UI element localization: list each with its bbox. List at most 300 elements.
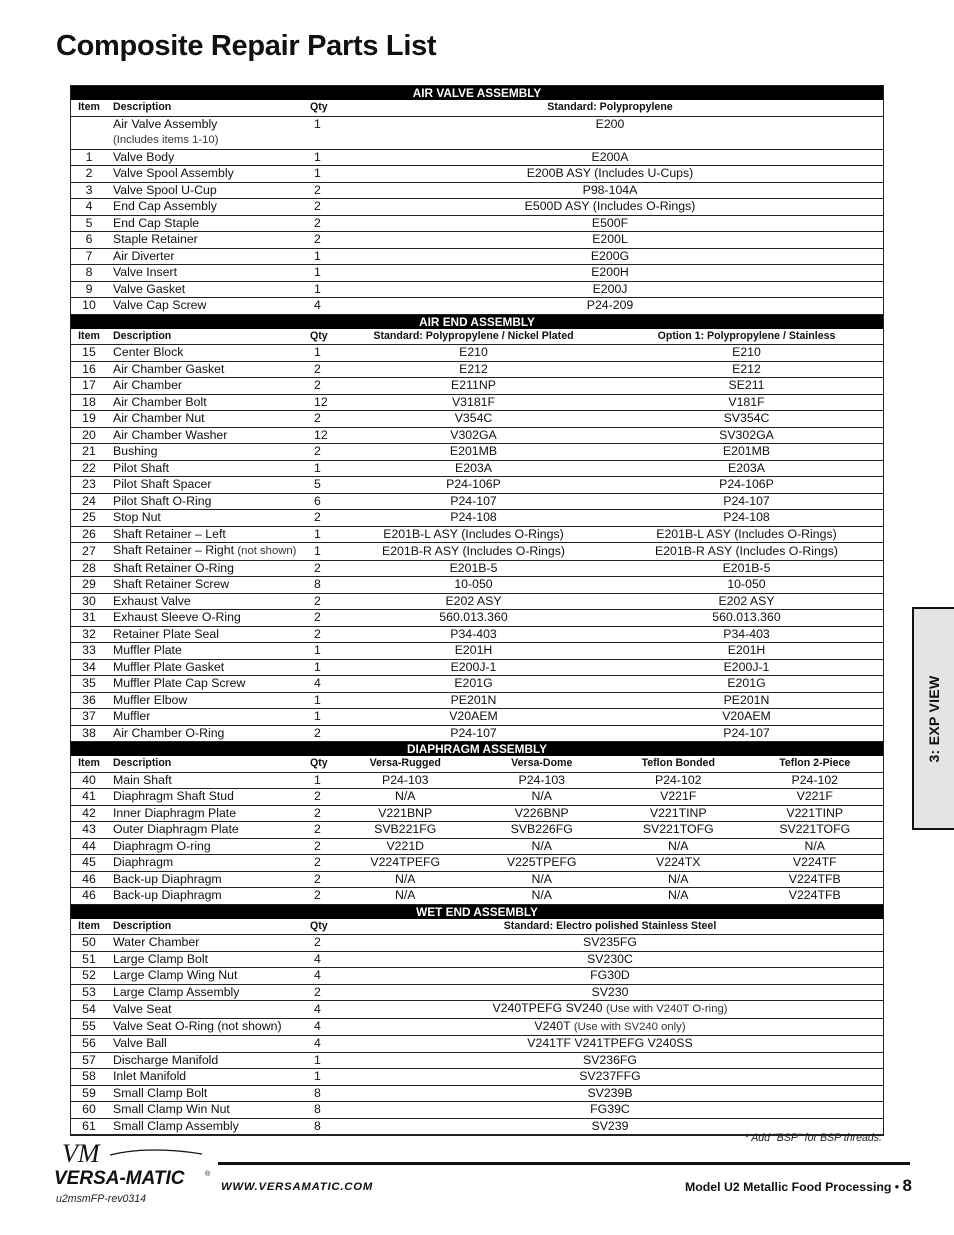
part-number: [337, 676, 610, 693]
part-number: [610, 871, 747, 888]
part-description: [107, 1085, 309, 1102]
part-number-text: E200J: [592, 281, 628, 296]
part-description: [107, 871, 309, 888]
part-number-text: E200J-1: [450, 659, 497, 674]
part-number-text: SVB221FG: [374, 822, 437, 836]
part-number: [610, 543, 883, 561]
item-number: 61: [71, 1118, 107, 1135]
section-tab-label: 3: EXP VIEW: [926, 674, 942, 763]
part-number-text: V241TF V241TPEFG V240SS: [527, 1036, 693, 1050]
part-number: [610, 610, 883, 627]
description-text: Valve Ball: [113, 1036, 167, 1050]
part-number-text: E203A: [455, 460, 492, 475]
part-number: [610, 659, 883, 676]
item-number: 2: [71, 166, 107, 183]
part-number-text: P24-106P: [719, 477, 774, 491]
quantity: 2: [309, 378, 337, 395]
quantity: 1: [309, 526, 337, 543]
item-number: 43: [71, 822, 107, 839]
part-number: [337, 378, 610, 395]
item-number: 52: [71, 968, 107, 985]
description-text: Staple Retainer: [113, 232, 198, 246]
part-number: [337, 427, 610, 444]
part-description: [107, 1102, 309, 1119]
description-text: Water Chamber: [113, 935, 200, 949]
part-number: [610, 510, 883, 527]
column-header: Description: [107, 329, 309, 345]
quantity: 4: [309, 676, 337, 693]
table-row: [71, 838, 883, 855]
part-number: [337, 659, 610, 676]
part-description: [107, 643, 309, 660]
table-row: [71, 643, 883, 660]
part-number: [337, 248, 883, 265]
part-number: [747, 871, 884, 888]
item-number: 44: [71, 838, 107, 855]
description-text: Small Clamp Assembly: [113, 1118, 239, 1133]
quantity: 8: [309, 1118, 337, 1135]
quantity: 6: [309, 493, 337, 510]
part-number-text: V354C: [454, 411, 493, 425]
quantity: 8: [309, 577, 337, 594]
part-number-text: E201G: [727, 676, 766, 690]
part-number: [337, 543, 610, 561]
section-tab-exp-view[interactable]: [912, 607, 954, 830]
part-number: [337, 281, 883, 298]
part-number: [337, 789, 474, 806]
part-number: [747, 855, 884, 872]
description-text: Air Chamber O-Ring: [113, 725, 225, 740]
part-number-text: E203A: [728, 460, 765, 475]
part-number-text: V302GA: [450, 427, 497, 442]
part-description: [107, 1018, 309, 1036]
quantity: 8: [309, 1085, 337, 1102]
description-text: Muffler: [113, 709, 151, 723]
description-text: Exhaust Sleeve O-Ring: [113, 610, 241, 624]
part-description: [107, 361, 309, 378]
part-number-text: P34-403: [723, 626, 770, 641]
part-description: [107, 510, 309, 527]
empty-cell: [337, 132, 883, 149]
part-number-text: V224TF: [792, 855, 837, 869]
table-row: [71, 215, 883, 232]
table-row: [71, 477, 883, 494]
part-number-text: E201B-5: [722, 560, 771, 575]
table-row: [71, 149, 883, 166]
item-number: 37: [71, 709, 107, 726]
table-row: [71, 1069, 883, 1086]
part-number-text: P24-107: [723, 725, 770, 740]
column-header-row: [71, 756, 883, 772]
table-row: [71, 676, 883, 693]
description-text: Discharge Manifold: [113, 1052, 219, 1067]
part-description: [107, 232, 309, 249]
part-description: [107, 805, 309, 822]
item-number: 10: [71, 298, 107, 315]
part-number: [337, 855, 474, 872]
column-header: Item: [71, 919, 107, 935]
table-row: [71, 577, 883, 594]
table-row: [71, 281, 883, 298]
part-number: [337, 871, 474, 888]
item-number: 58: [71, 1069, 107, 1086]
table-row: [71, 166, 883, 183]
part-description: [107, 345, 309, 362]
part-number-text: E212: [732, 361, 761, 376]
description-text: Pilot Shaft: [113, 460, 170, 475]
part-number-text: FG30D: [590, 968, 630, 982]
description-text: Diaphragm O-ring: [113, 838, 211, 853]
page-number: 8: [902, 1176, 912, 1195]
item-number: 55: [71, 1018, 107, 1036]
part-number-text: P24-108: [723, 510, 770, 524]
part-number-text: V221F: [796, 789, 833, 803]
item-number: 23: [71, 477, 107, 494]
part-number-text: V224TPEFG: [370, 855, 441, 869]
item-number: 16: [71, 361, 107, 378]
part-number-text: P24-103: [518, 772, 565, 787]
description-text: Shaft Retainer – Left: [113, 526, 226, 541]
part-number: [337, 935, 883, 952]
table-row: [71, 182, 883, 199]
part-number-text: N/A: [395, 871, 416, 886]
part-number-text: E200A: [591, 149, 629, 164]
description-text: Outer Diaphragm Plate: [113, 822, 239, 836]
item-number: 5: [71, 215, 107, 232]
part-number-text: V221TINP: [786, 805, 844, 820]
part-number: [610, 772, 747, 789]
item-number: 54: [71, 1001, 107, 1019]
part-number-text: V181F: [728, 394, 765, 409]
column-header: Description: [107, 100, 309, 116]
part-number-text: SVB226FG: [510, 822, 573, 836]
part-number-text: V221TINP: [649, 805, 707, 820]
model-footer: [685, 1176, 912, 1196]
column-header: Teflon Bonded: [610, 756, 747, 772]
part-description: [107, 477, 309, 494]
table-row: [71, 1036, 883, 1053]
table-row: [71, 460, 883, 477]
part-number-text: P24-108: [450, 510, 497, 524]
part-number: [747, 888, 884, 905]
part-description: [107, 281, 309, 298]
part-number-text: N/A: [668, 871, 689, 886]
part-number-text: E201B-L ASY (Includes O-Rings): [383, 526, 564, 541]
column-header: Item: [71, 329, 107, 345]
part-number: [337, 968, 883, 985]
part-number-text: E201G: [454, 676, 493, 690]
table-row: [71, 871, 883, 888]
part-number-text: P24-103: [382, 772, 429, 787]
description-text: Bushing: [113, 444, 158, 458]
part-number: [610, 444, 883, 461]
quantity: 8: [309, 1102, 337, 1119]
part-description: [107, 676, 309, 693]
part-number-text: E201H: [727, 643, 766, 657]
table-row: [71, 444, 883, 461]
description-text: Shaft Retainer Screw: [113, 577, 230, 591]
part-number: [337, 577, 610, 594]
quantity: 1: [309, 149, 337, 166]
part-number-text: SV235FG: [583, 935, 637, 949]
description-text: Large Clamp Bolt: [113, 951, 209, 966]
includes-note: (Includes items 1-10): [113, 134, 219, 146]
part-description: [107, 378, 309, 395]
part-description: [107, 855, 309, 872]
description-text: Inlet Manifold: [113, 1069, 187, 1083]
part-number-text: P24-107: [450, 493, 497, 508]
description-text: Small Clamp Win Nut: [113, 1102, 230, 1116]
part-number-text: P24-102: [791, 772, 838, 787]
part-number: [610, 676, 883, 693]
part-number: [337, 298, 883, 315]
description-text: Air Chamber Bolt: [113, 394, 207, 409]
part-number: [610, 838, 747, 855]
part-description: [107, 772, 309, 789]
description-text: Valve Spool U-Cup: [113, 182, 217, 197]
part-number: [337, 199, 883, 216]
logo-wordmark: VERSA-MATIC: [54, 1168, 185, 1189]
item-number: 46: [71, 871, 107, 888]
part-number: [610, 725, 883, 742]
quantity: 1: [309, 1069, 337, 1086]
part-number: [337, 265, 883, 282]
part-number-text: V20AEM: [722, 709, 771, 723]
part-description: [107, 951, 309, 968]
table-row: [71, 822, 883, 839]
table-row: [71, 725, 883, 742]
part-number-text: V226BNP: [514, 805, 569, 820]
part-number-text: N/A: [395, 789, 416, 803]
item-number: 29: [71, 577, 107, 594]
description-text: Muffler Plate Gasket: [113, 659, 225, 674]
description-text: Exhaust Valve: [113, 593, 191, 608]
part-number-text: 10-050: [727, 577, 766, 591]
column-header: Description: [107, 919, 309, 935]
table-row: [71, 411, 883, 428]
part-number: [610, 822, 747, 839]
quantity: 2: [309, 838, 337, 855]
part-number-text: E210: [732, 345, 761, 359]
parts-table: [71, 86, 883, 1135]
description-note: (not shown): [237, 545, 297, 557]
part-description: [107, 1001, 309, 1019]
table-row: [71, 659, 883, 676]
part-number-text: E201MB: [722, 444, 771, 458]
part-number-text: N/A: [668, 888, 689, 902]
part-number: [474, 855, 611, 872]
description-text: Valve Seat: [113, 1001, 172, 1016]
part-number-text: V224TFB: [788, 888, 841, 902]
part-description: [107, 822, 309, 839]
quantity: 2: [309, 199, 337, 216]
item-number: 7: [71, 248, 107, 265]
part-number: [337, 411, 610, 428]
item-number: 22: [71, 460, 107, 477]
item-number: 31: [71, 610, 107, 627]
part-number-text: E500D ASY (Includes O-Rings): [524, 199, 696, 213]
website-link[interactable]: WWW.VERSAMATIC.COM: [221, 1181, 374, 1193]
section-title: DIAPHRAGM ASSEMBLY: [71, 742, 883, 757]
part-number: [747, 822, 884, 839]
item-number: 18: [71, 394, 107, 411]
part-number-text: E201MB: [449, 444, 498, 458]
item-number: 56: [71, 1036, 107, 1053]
part-number: [747, 789, 884, 806]
description-text: Air Chamber: [113, 378, 183, 392]
quantity: 2: [309, 871, 337, 888]
page-title: Composite Repair Parts List: [56, 30, 437, 62]
quantity: 2: [309, 789, 337, 806]
quantity: 1: [309, 265, 337, 282]
description-text: Inner Diaphragm Plate: [113, 805, 237, 820]
table-row: [71, 116, 883, 132]
part-number-text: P24-209: [586, 298, 634, 312]
part-number-note: (Use with SV240 only): [573, 1020, 686, 1033]
part-number: [337, 444, 610, 461]
part-number: [337, 345, 610, 362]
column-header: Teflon 2-Piece: [747, 756, 884, 772]
part-number-text: P24-107: [450, 725, 497, 740]
part-number-note: (Use with V240T O-ring): [605, 1003, 728, 1015]
part-number: [337, 182, 883, 199]
quantity: 2: [309, 935, 337, 952]
section-header: [71, 86, 883, 100]
part-number: [610, 709, 883, 726]
description-text: Muffler Plate: [113, 643, 182, 657]
table-row: [71, 935, 883, 952]
quantity: 1: [309, 248, 337, 265]
description-text: Diaphragm Shaft Stud: [113, 789, 234, 803]
revision-code: u2msmFP-rev0314: [56, 1193, 147, 1205]
part-description: [107, 1118, 309, 1135]
item-number: 26: [71, 526, 107, 543]
part-number: [337, 643, 610, 660]
quantity: 1: [309, 345, 337, 362]
part-number: [747, 772, 884, 789]
part-description: [107, 182, 309, 199]
quantity: 1: [309, 772, 337, 789]
quantity: 2: [309, 444, 337, 461]
bsp-footnote: * Add "BSP" for BSP threads.: [744, 1132, 882, 1144]
logo-mark: VM: [62, 1140, 100, 1168]
part-description: [107, 577, 309, 594]
table-row: [71, 427, 883, 444]
part-number: [337, 215, 883, 232]
part-number: [474, 805, 611, 822]
section-title: WET END ASSEMBLY: [71, 904, 883, 919]
description-text: Valve Insert: [113, 265, 178, 279]
part-number: [610, 460, 883, 477]
part-number: [337, 560, 610, 577]
column-header: Standard: Polypropylene / Nickel Plated: [337, 329, 610, 345]
part-number-text: SV230: [591, 984, 629, 999]
table-row: [71, 1085, 883, 1102]
part-number-text: E201H: [454, 643, 493, 657]
part-description: [107, 888, 309, 905]
part-number: [337, 510, 610, 527]
quantity: 12: [309, 394, 337, 411]
description-text: Stop Nut: [113, 510, 161, 524]
quantity: 2: [309, 984, 337, 1001]
part-number: [337, 116, 883, 132]
part-description: [107, 968, 309, 985]
part-number-text: SV230C: [587, 951, 633, 966]
description-text: Air Diverter: [113, 248, 175, 263]
part-number: [474, 871, 611, 888]
part-number-text: E210: [459, 345, 488, 359]
part-number: [610, 643, 883, 660]
part-number-text: V3181F: [451, 394, 496, 409]
part-number: [337, 493, 610, 510]
description-text: Large Clamp Wing Nut: [113, 968, 238, 982]
table-subrow: [71, 132, 883, 149]
part-number-text: P24-106P: [446, 477, 501, 491]
column-header-row: [71, 919, 883, 935]
description-text: End Cap Assembly: [113, 199, 217, 213]
part-description: [107, 838, 309, 855]
description-text: Back-up Diaphragm: [113, 888, 222, 902]
column-header: Item: [71, 100, 107, 116]
description-text: Pilot Shaft O-Ring: [113, 493, 212, 508]
model-label: Model U2 Metallic Food Processing •: [685, 1180, 900, 1194]
item-number: 36: [71, 692, 107, 709]
quantity: 1: [309, 543, 337, 561]
quantity: 2: [309, 510, 337, 527]
item-number: 50: [71, 935, 107, 952]
column-header: Versa-Rugged: [337, 756, 474, 772]
quantity: 4: [309, 1018, 337, 1036]
item-number: 4: [71, 199, 107, 216]
part-description: [107, 1052, 309, 1069]
part-number-text: N/A: [531, 871, 552, 886]
item-number: 42: [71, 805, 107, 822]
part-description: [107, 460, 309, 477]
description-text: Shaft Retainer – Right: [113, 543, 234, 557]
description-text: Air Chamber Gasket: [113, 361, 225, 376]
part-number-text: SV302GA: [719, 427, 774, 442]
quantity: 4: [309, 951, 337, 968]
part-number: [610, 593, 883, 610]
part-number-text: V224TX: [656, 855, 701, 869]
part-description: [107, 265, 309, 282]
table-row: [71, 199, 883, 216]
part-description: [107, 526, 309, 543]
part-number: [337, 626, 610, 643]
part-number-text: V240T: [534, 1018, 571, 1033]
part-number-text: SV237FFG: [579, 1069, 641, 1083]
part-number: [337, 460, 610, 477]
table-row: [71, 772, 883, 789]
quantity: 2: [309, 805, 337, 822]
column-header: Qty: [309, 100, 337, 116]
column-header: Description: [107, 756, 309, 772]
part-number-text: SV221TOFG: [642, 822, 714, 836]
part-number: [337, 526, 610, 543]
part-number-text: N/A: [531, 888, 552, 902]
section-header: [71, 904, 883, 919]
part-number: [474, 838, 611, 855]
description-text: Retainer Plate Seal: [113, 626, 219, 641]
part-number: [337, 1069, 883, 1086]
item-number: 27: [71, 543, 107, 561]
description-text: Large Clamp Assembly: [113, 984, 240, 999]
description-text: Back-up Diaphragm: [113, 871, 222, 886]
quantity: 2: [309, 411, 337, 428]
part-number: [337, 805, 474, 822]
table-row: [71, 610, 883, 627]
part-number-text: SE211: [728, 378, 765, 392]
